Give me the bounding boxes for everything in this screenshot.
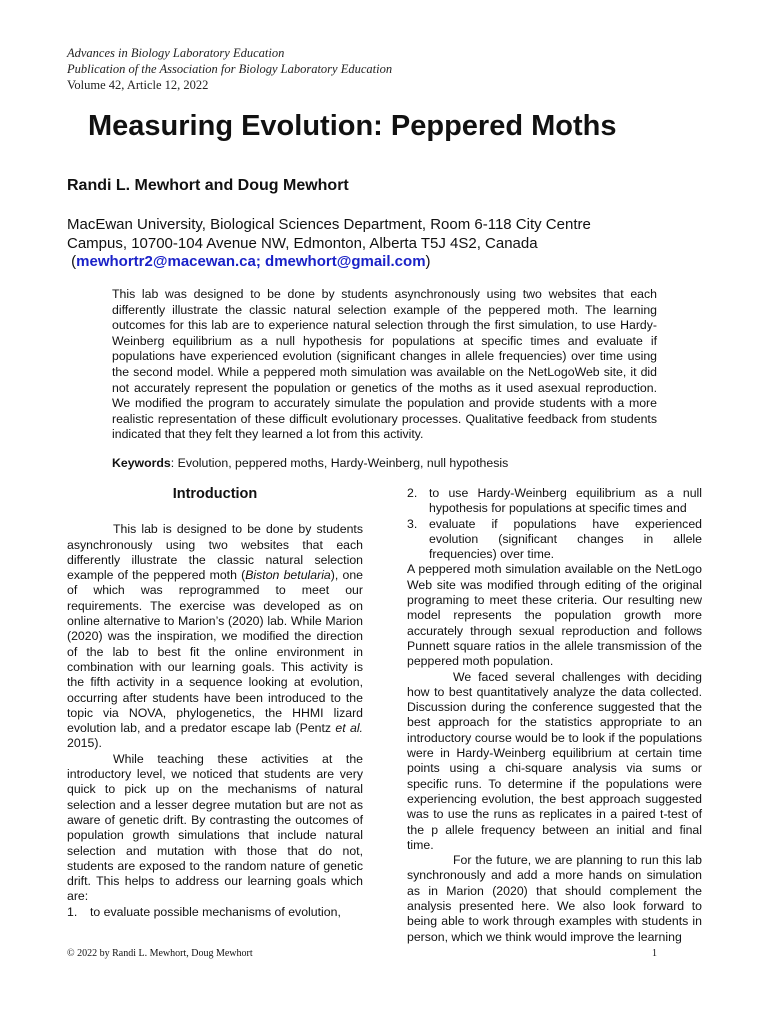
open-paren: ( bbox=[71, 253, 77, 270]
intro-paragraph-4: We faced several challenges with deciding how to best quantitatively analyze the data collected. Discussion during the conference suggested that the best approach for the statistics appropriate to an introductory course would be to look if the populations were in Hardy-Weinberg equilibrium at certain time points using a chi-square analysis via sums or specific runs. To determine if the populations were experiencing evolution, the best approach suggested was to use the runs as replicates in a paired t-test of the p allele frequency between an initial and final time. bbox=[407, 669, 702, 852]
keywords bbox=[112, 456, 508, 470]
abstract: This lab was designed to be done by students asynchronously using two websites that each differently illustrate the classic natural selection example of the peppered moth. The learning outcomes for this lab are to experience natural selection through the first simulation, to use Hardy-Weinberg equilibrium as a null hypothesis for populations at specific times and evaluate if populations have experienced evolution (significant changes in allele frequencies) over time using the second model. While a peppered moth simulation was available on the NetLogoWeb site, it did not accurately represent the population or genetics of the moths as it used asexual reproduction. We modified the program to accurately simulate the population and provide students with a more realistic representation of these difficult evolutionary processes. Qualitative feedback from students indicated that they felt they learned a lot from this activity. bbox=[112, 287, 657, 442]
intro-paragraph-2: While teaching these activities at the introductory level, we noticed that students are very quick to pick up on the mechanisms of natural selection and a lesser degree mutation but are not as aware of genetic drift. By contrasting the outcomes of population growth simulations that include natural selection and mutation with those that do not, students are exposed to the random nature of genetic drift. This helps to address our learning goals which are: bbox=[67, 751, 363, 904]
section-heading-introduction: Introduction bbox=[172, 486, 258, 502]
left-column bbox=[67, 487, 363, 920]
et-al: et al. bbox=[335, 721, 363, 736]
goal-list-item bbox=[67, 905, 363, 920]
intro-paragraph-3: A peppered moth simulation available on the NetLogo Web site was modified through editing of the original programing to meet these criteria. Our resulting new model represents the population growth more accurately through sexual reproduction and follows Punnett square ratios in the allele transmission of the peppered moth population. bbox=[407, 562, 702, 669]
p1-text-a: This lab is designed to be done by students asynchronously using two websites that each differently illustrate the classic natural selection example of the peppered moth ( bbox=[67, 522, 363, 583]
page-number: 1 bbox=[652, 948, 657, 959]
affiliation bbox=[67, 216, 687, 272]
journal-header bbox=[67, 45, 392, 93]
copyright-notice: © 2022 by Randi L. Mewhort, Doug Mewhort bbox=[67, 948, 253, 959]
intro-paragraph-1 bbox=[67, 522, 363, 751]
goal-list-item bbox=[407, 517, 702, 563]
email-link-1[interactable]: mewhortr2@macewan.ca bbox=[76, 253, 256, 270]
journal-name: Advances in Biology Laboratory Education bbox=[67, 46, 285, 60]
goal-number: 2. bbox=[407, 486, 418, 500]
intro-paragraph-5: For the future, we are planning to run this lab synchronously and add a more hands on simulation as in Marion (2020) that should complement the analysis presented here. We also look forward to being able to work through examples with students in person, which we think would improve the learning bbox=[407, 853, 702, 944]
goal-list-item bbox=[407, 486, 702, 517]
page-footer bbox=[67, 948, 657, 959]
p1-text-b: ), one of which was reprogrammed to meet our requirements. The exercise was developed as on online alternative to Marion’s (2020) lab. While Marion (2020) was the inspiration, we modified the direction of the lab to best fit the online environment in combination with our learning goals. This activity is the fifth activity in a sequence looking at evolution, occurring after students have been introduced to the topic via NOVA, phylogenetics, the HHMI lizard evolution lab, and a predator escape lab (Pentz bbox=[67, 568, 363, 736]
goal-number: 1. bbox=[67, 904, 78, 919]
contact-emails bbox=[67, 253, 687, 272]
goal-number: 3. bbox=[407, 516, 418, 531]
close-paren: ) bbox=[425, 253, 431, 270]
p1-text-c: 2015). bbox=[67, 736, 102, 751]
journal-publication: Publication of the Association for Biology Laboratory Education bbox=[67, 62, 393, 76]
keywords-text: : Evolution, peppered moths, Hardy-Weinberg, null hypothesis bbox=[170, 456, 509, 470]
email-separator: ; bbox=[255, 253, 266, 270]
paper-title: Measuring Evolution: Peppered Moths bbox=[88, 110, 617, 142]
affiliation-line-1: MacEwan University, Biological Sciences Department, Room 6-118 City Centre bbox=[67, 216, 591, 233]
goal-text: evaluate if populations have experienced evolution (significant changes in allele frequencies) over time. bbox=[429, 516, 702, 562]
right-column bbox=[407, 486, 702, 945]
journal-volume: Volume 42, Article 12, 2022 bbox=[67, 78, 209, 92]
species-name: Biston betularia bbox=[245, 568, 331, 583]
email-link-2[interactable]: dmewhort@gmail.com bbox=[265, 253, 426, 270]
paper-authors: Randi L. Mewhort and Doug Mewhort bbox=[67, 177, 349, 194]
affiliation-line-2: Campus, 10700-104 Avenue NW, Edmonton, Alberta T5J 4S2, Canada bbox=[67, 234, 538, 252]
goal-text: to use Hardy-Weinberg equilibrium as a null hypothesis for populations at specific times and bbox=[429, 486, 702, 516]
goal-text: to evaluate possible mechanisms of evolution, bbox=[90, 904, 341, 919]
keywords-label: Keywords bbox=[112, 456, 171, 470]
